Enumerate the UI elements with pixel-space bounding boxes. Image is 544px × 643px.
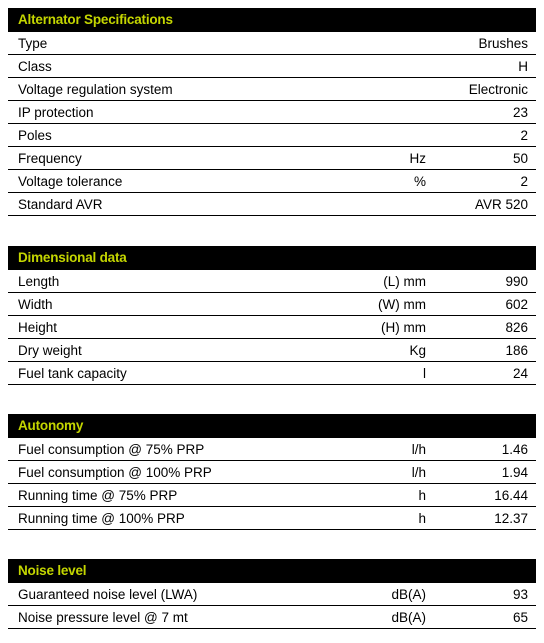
row-label: Fuel consumption @ 100% PRP (18, 465, 212, 480)
row-label: Length (18, 274, 60, 289)
row-value: 602 (505, 297, 528, 312)
row-unit: (L) mm (383, 274, 426, 289)
row-unit: (W) mm (378, 297, 426, 312)
row-value: AVR 520 (474, 197, 528, 212)
row-value: 2 (520, 128, 528, 143)
row-unit: dB(A) (391, 610, 426, 625)
table-row (8, 55, 536, 78)
table-row (8, 193, 536, 216)
row-label: Fuel consumption @ 75% PRP (18, 442, 205, 457)
row-value: 12.37 (494, 511, 528, 526)
section-title: Dimensional data (8, 246, 536, 270)
row-value: 23 (512, 105, 528, 120)
table-row (8, 507, 536, 530)
table-row (8, 461, 536, 484)
table-row (8, 438, 536, 461)
row-unit: (H) mm (381, 320, 426, 335)
row-label: Running time @ 75% PRP (18, 488, 178, 503)
row-unit: dB(A) (391, 587, 426, 602)
section-title: Noise level (8, 559, 536, 583)
table-row (8, 124, 536, 147)
row-value: 1.94 (501, 465, 528, 480)
row-label: Voltage regulation system (18, 82, 173, 97)
row-label: Fuel tank capacity (18, 366, 127, 381)
row-label: Height (18, 320, 58, 335)
row-unit: l/h (411, 442, 426, 457)
row-label: Poles (18, 128, 52, 143)
table-row (8, 583, 536, 606)
table-row (8, 147, 536, 170)
table-row (8, 270, 536, 293)
section-alternator (8, 8, 536, 216)
row-value: 93 (512, 587, 528, 602)
table-row (8, 293, 536, 316)
row-label: Standard AVR (18, 197, 103, 212)
row-unit: Kg (409, 343, 426, 358)
table-row (8, 101, 536, 124)
row-unit: h (418, 511, 426, 526)
row-label: Noise pressure level @ 7 mt (18, 610, 188, 625)
row-unit: l/h (411, 465, 426, 480)
table-row (8, 78, 536, 101)
row-value: Brushes (478, 36, 528, 51)
row-label: Type (18, 36, 48, 51)
row-value: 186 (505, 343, 528, 358)
row-value: H (518, 59, 528, 74)
section-autonomy (8, 414, 536, 530)
row-value: 16.44 (494, 488, 528, 503)
table-row (8, 32, 536, 55)
section-noise-level (8, 559, 536, 629)
row-value: Electronic (468, 82, 528, 97)
row-label: Class (18, 59, 52, 74)
table-row (8, 484, 536, 507)
row-unit: Hz (409, 151, 426, 166)
row-label: Running time @ 100% PRP (18, 511, 185, 526)
row-label: Guaranteed noise level (LWA) (18, 587, 198, 602)
row-value: 1.46 (501, 442, 528, 457)
table-row (8, 362, 536, 385)
row-unit: l (423, 366, 426, 381)
row-label: Voltage tolerance (18, 174, 123, 189)
table-row (8, 316, 536, 339)
table-row (8, 170, 536, 193)
row-value: 24 (512, 366, 528, 381)
row-label: Dry weight (18, 343, 82, 358)
row-value: 65 (512, 610, 528, 625)
row-unit: % (413, 174, 426, 189)
row-label: IP protection (18, 105, 94, 120)
table-row (8, 339, 536, 362)
section-title: Alternator Specifications (8, 8, 536, 32)
row-value: 2 (520, 174, 528, 189)
section-title: Autonomy (8, 414, 536, 438)
section-dimensional-data (8, 246, 536, 385)
table-row (8, 606, 536, 629)
row-unit: h (418, 488, 426, 503)
row-value: 990 (505, 274, 528, 289)
row-value: 826 (505, 320, 528, 335)
row-label: Width (18, 297, 53, 312)
row-label: Frequency (18, 151, 82, 166)
row-value: 50 (512, 151, 528, 166)
